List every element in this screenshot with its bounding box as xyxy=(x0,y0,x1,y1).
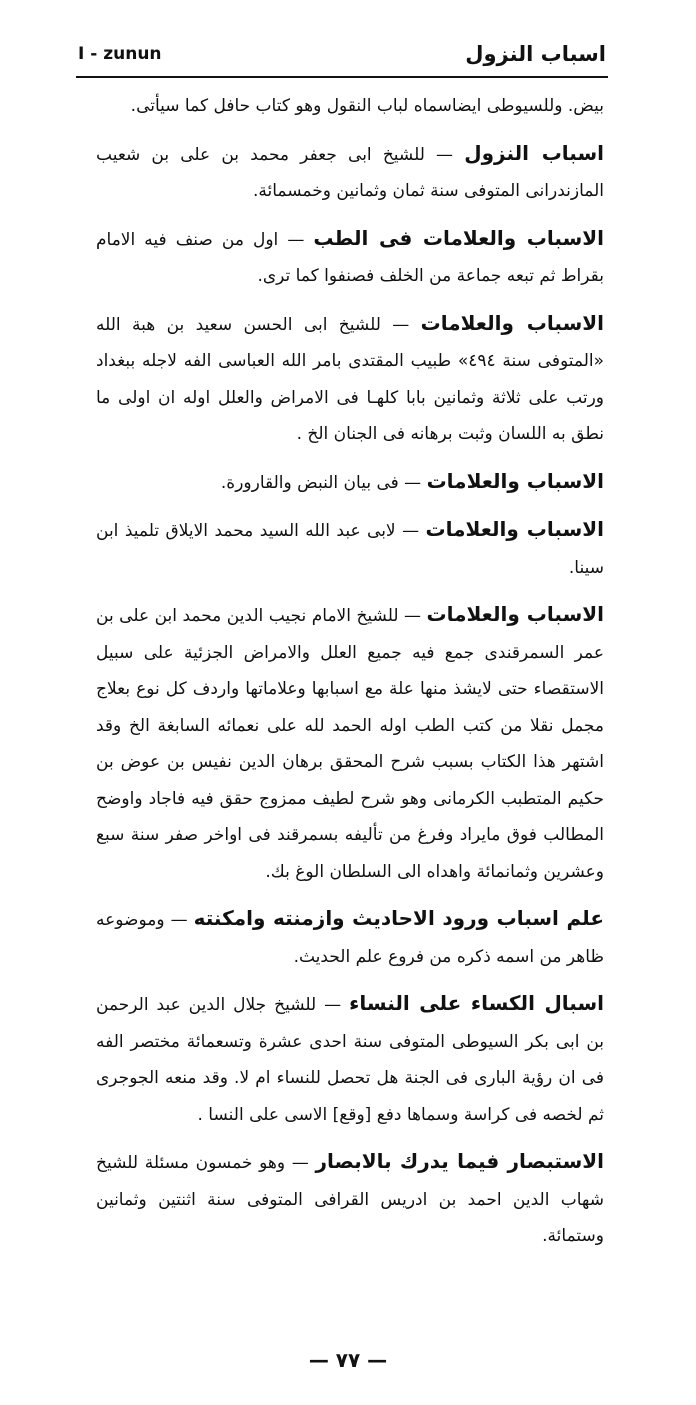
entry-body: — للشيخ جلال الدين عبد الرحمن بن ابى بكر السيوطى المتوفى سنة احدى عشرة وتسعمائة مختصر الفه فى ان رؤية البارى فى الجنة هل تحصل للنساء ام لا. وقد منعه الجوجرى ثم لخصه فى كراسة وسماها دفع [وقع] الاسى على النسا . xyxy=(96,995,604,1125)
header-rule xyxy=(76,76,608,78)
entry xyxy=(96,86,604,125)
entry xyxy=(96,135,604,210)
header-left-text: I - zunun xyxy=(78,44,162,64)
entry-body: — للشيخ ابى الحسن سعيد بن هبة الله «المتوفى سنة ٤٩٤» طبيب المقتدى بامر الله العباسى الفه لاجله ببغداد ورتب على ثلاثة وثمانين بابا كلهـا فى الامراض والعلل اوله ان اولى ما نطق به اللسان وثبت برهانه فى الجنان الخ . xyxy=(96,314,604,444)
entry-body: — وهو خمسون مسئلة للشيخ شهاب الدين احمد بن ادريس القرافى المتوفى سنة اثنتين وثمانين وستمائة. xyxy=(96,1153,604,1246)
page-number: — ٧٧ — xyxy=(308,1348,388,1372)
entry xyxy=(96,900,604,975)
entry xyxy=(96,596,604,890)
entry-body: بيض. وللسيوطى ايضاسماه لباب النقول وهو كتاب حافل كما سيأتى. xyxy=(130,96,604,116)
entry-body: — اول من صنف فيه الامام بقراط ثم تبعه جماعة من الخلف فصنفوا كما ترى. xyxy=(96,229,604,286)
entry xyxy=(96,511,604,586)
entry-body: — للشيخ ابى جعفر محمد بن على بن شعيب المازندرانى المتوفى سنة ثمان وثمانين وخمسمائة. xyxy=(96,144,604,201)
page-body xyxy=(96,86,604,1265)
entry xyxy=(96,985,604,1133)
entry-title: الاسباب والعلامات xyxy=(420,310,604,335)
entry-title: اسبال الكساء على النساء xyxy=(349,991,604,1015)
entry-body: — وموضوعه ظاهر من اسمه ذكره من فروع علم الحديث. xyxy=(96,910,604,967)
entry-title: الاسباب والعلامات xyxy=(425,517,604,541)
entry-body: — فى بيان النبض والقارورة. xyxy=(220,472,427,493)
entry xyxy=(96,305,604,453)
entry-title: الاستبصار فيما يدرك بالابصار xyxy=(315,1149,604,1173)
entry-title: علم اسباب ورود الاحاديث وازمنته وامكنته xyxy=(193,906,604,930)
entry xyxy=(96,220,604,295)
header-title: اسباب النزول xyxy=(465,42,606,66)
entry xyxy=(96,463,604,502)
entry-title: الاسباب والعلامات فى الطب xyxy=(313,225,604,250)
entry-title: اسباب النزول xyxy=(464,140,604,165)
entry-title: الاسباب والعلامات xyxy=(426,602,604,626)
entry-title: الاسباب والعلامات xyxy=(426,468,604,493)
entry-body: — للشيخ الامام نجيب الدين محمد ابن على بن عمر السمرقندى جمع فيه جميع العلل والامراض الجزئية على سبيل الاستقصاء حتى لايشذ منها علة مع اسبابها وعلاماتها واردف كل نوع بعلاج مجمل نقلا من كتب الطب اوله الحمد لله على نعمائه السابغة الخ وقد اشتهر هذا الكتاب بسبب شرح المحقق برهان الدين نفيس بن عوض بن حكيم المتطبب الكرمانى وهو شرح لطيف ممزوج حقق فيه فاجاد واوضح المطالب فوق مايراد وفرغ من تأليفه بسمرقند فى اواخر صفر سنة سبع وعشرين وثمانمائة واهداه الى السلطان الوغ بك. xyxy=(96,606,604,882)
running-header xyxy=(78,34,606,74)
entry-body: — لابى عبد الله السيد محمد الايلاق تلميذ ابن سينا. xyxy=(96,521,604,578)
entry xyxy=(96,1143,604,1255)
